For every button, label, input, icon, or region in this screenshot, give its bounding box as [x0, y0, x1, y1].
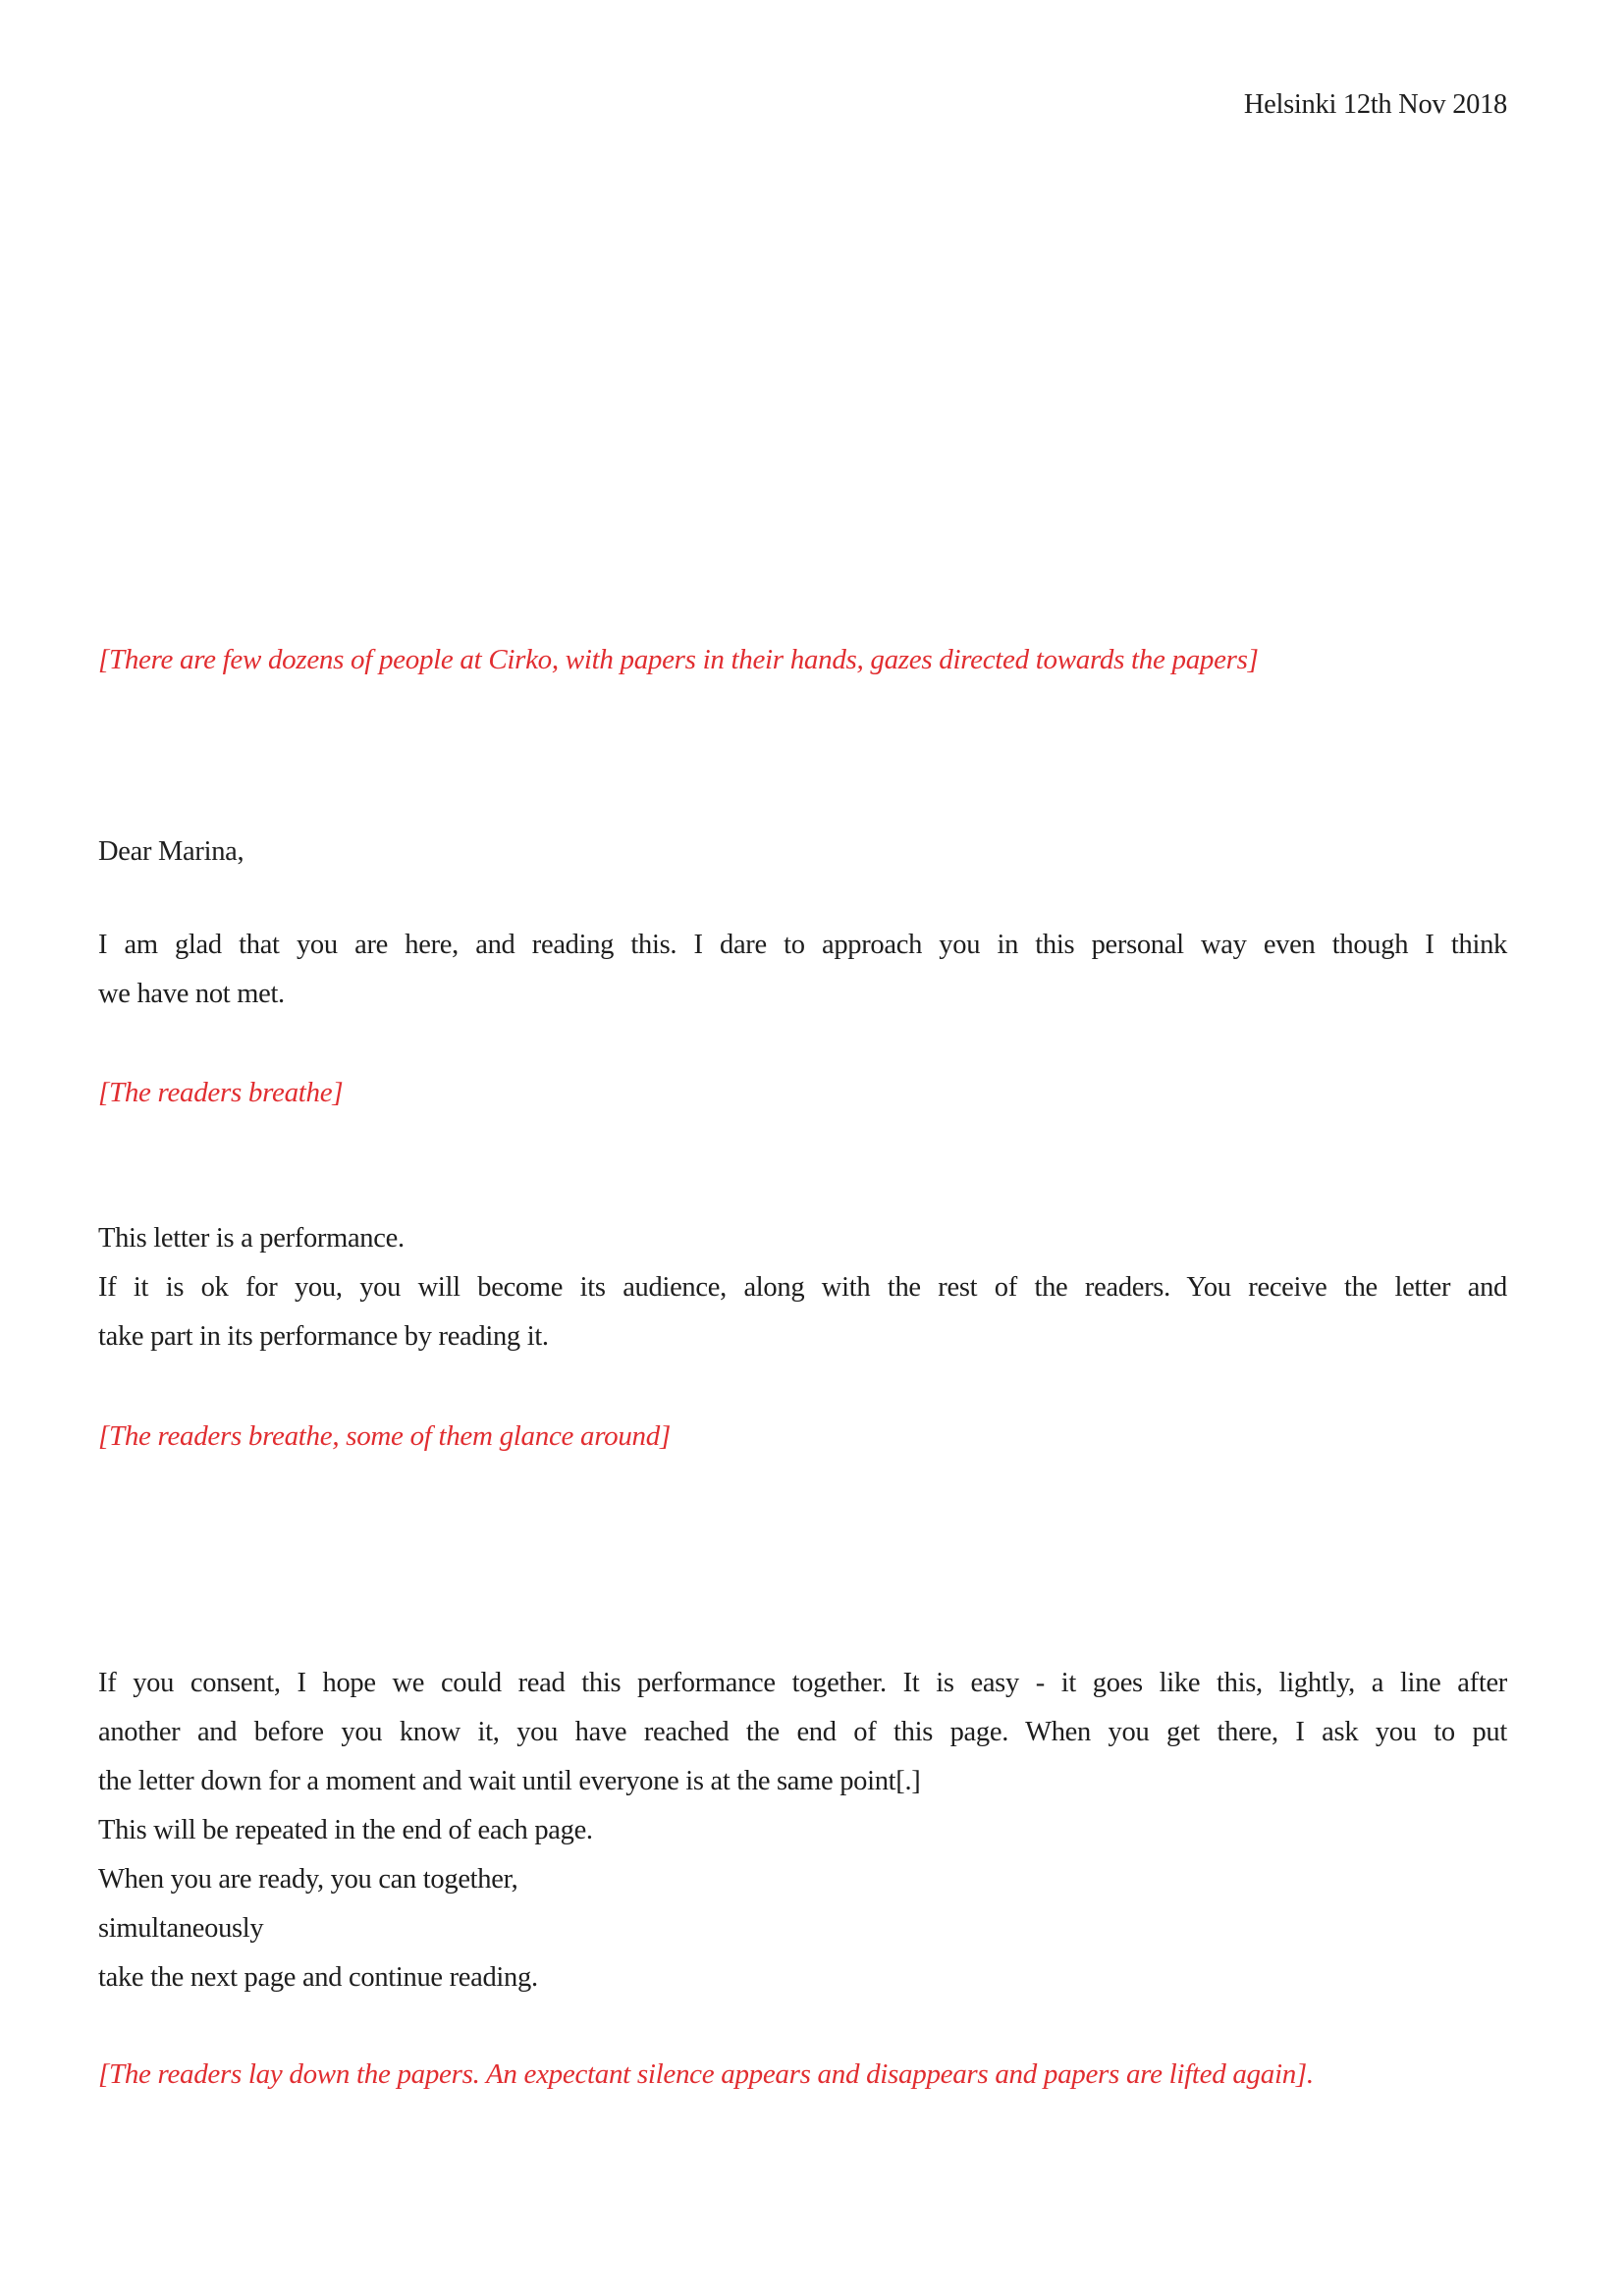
- para-intro-line1: I am glad that you are here, and reading this. I dare to approach you in this personal way even though I think: [98, 930, 1507, 960]
- para-performance-line2: If it is ok for you, you will become its audience, along with the rest of the readers. You receive the letter and: [98, 1272, 1507, 1303]
- para-performance-line1: This letter is a performance.: [98, 1223, 405, 1254]
- stage-direction-glance: [The readers breathe, some of them glance around]: [98, 1420, 671, 1452]
- para-instructions-line1: If you consent, I hope we could read this performance together. It is easy - it goes like this, lightly, a line after: [98, 1668, 1507, 1698]
- stage-direction-opening: [There are few dozens of people at Cirko, with papers in their hands, gazes directed towards the papers]: [98, 644, 1259, 675]
- letter-content: [98, 0, 1507, 2296]
- para-instructions-line2: another and before you know it, you have reached the end of this page. When you get there, I ask you to put: [98, 1717, 1507, 1747]
- stage-direction-breathe: [The readers breathe]: [98, 1077, 344, 1108]
- para-performance-line3: take part in its performance by reading it.: [98, 1321, 549, 1352]
- para-instructions-line3: the letter down for a moment and wait until everyone is at the same point[.]: [98, 1766, 921, 1796]
- stage-direction-closing: [The readers lay down the papers. An expectant silence appears and disappears and papers are lifted again].: [98, 2058, 1314, 2090]
- para-instructions-line6: simultaneously: [98, 1913, 264, 1944]
- salutation: Dear Marina,: [98, 836, 244, 867]
- para-instructions-line4: This will be repeated in the end of each page.: [98, 1815, 593, 1845]
- dateline: Helsinki 12th Nov 2018: [1243, 89, 1507, 120]
- para-instructions-line5: When you are ready, you can together,: [98, 1864, 518, 1895]
- para-intro-line2: we have not met.: [98, 979, 285, 1009]
- para-instructions-line7: take the next page and continue reading.: [98, 1962, 538, 1993]
